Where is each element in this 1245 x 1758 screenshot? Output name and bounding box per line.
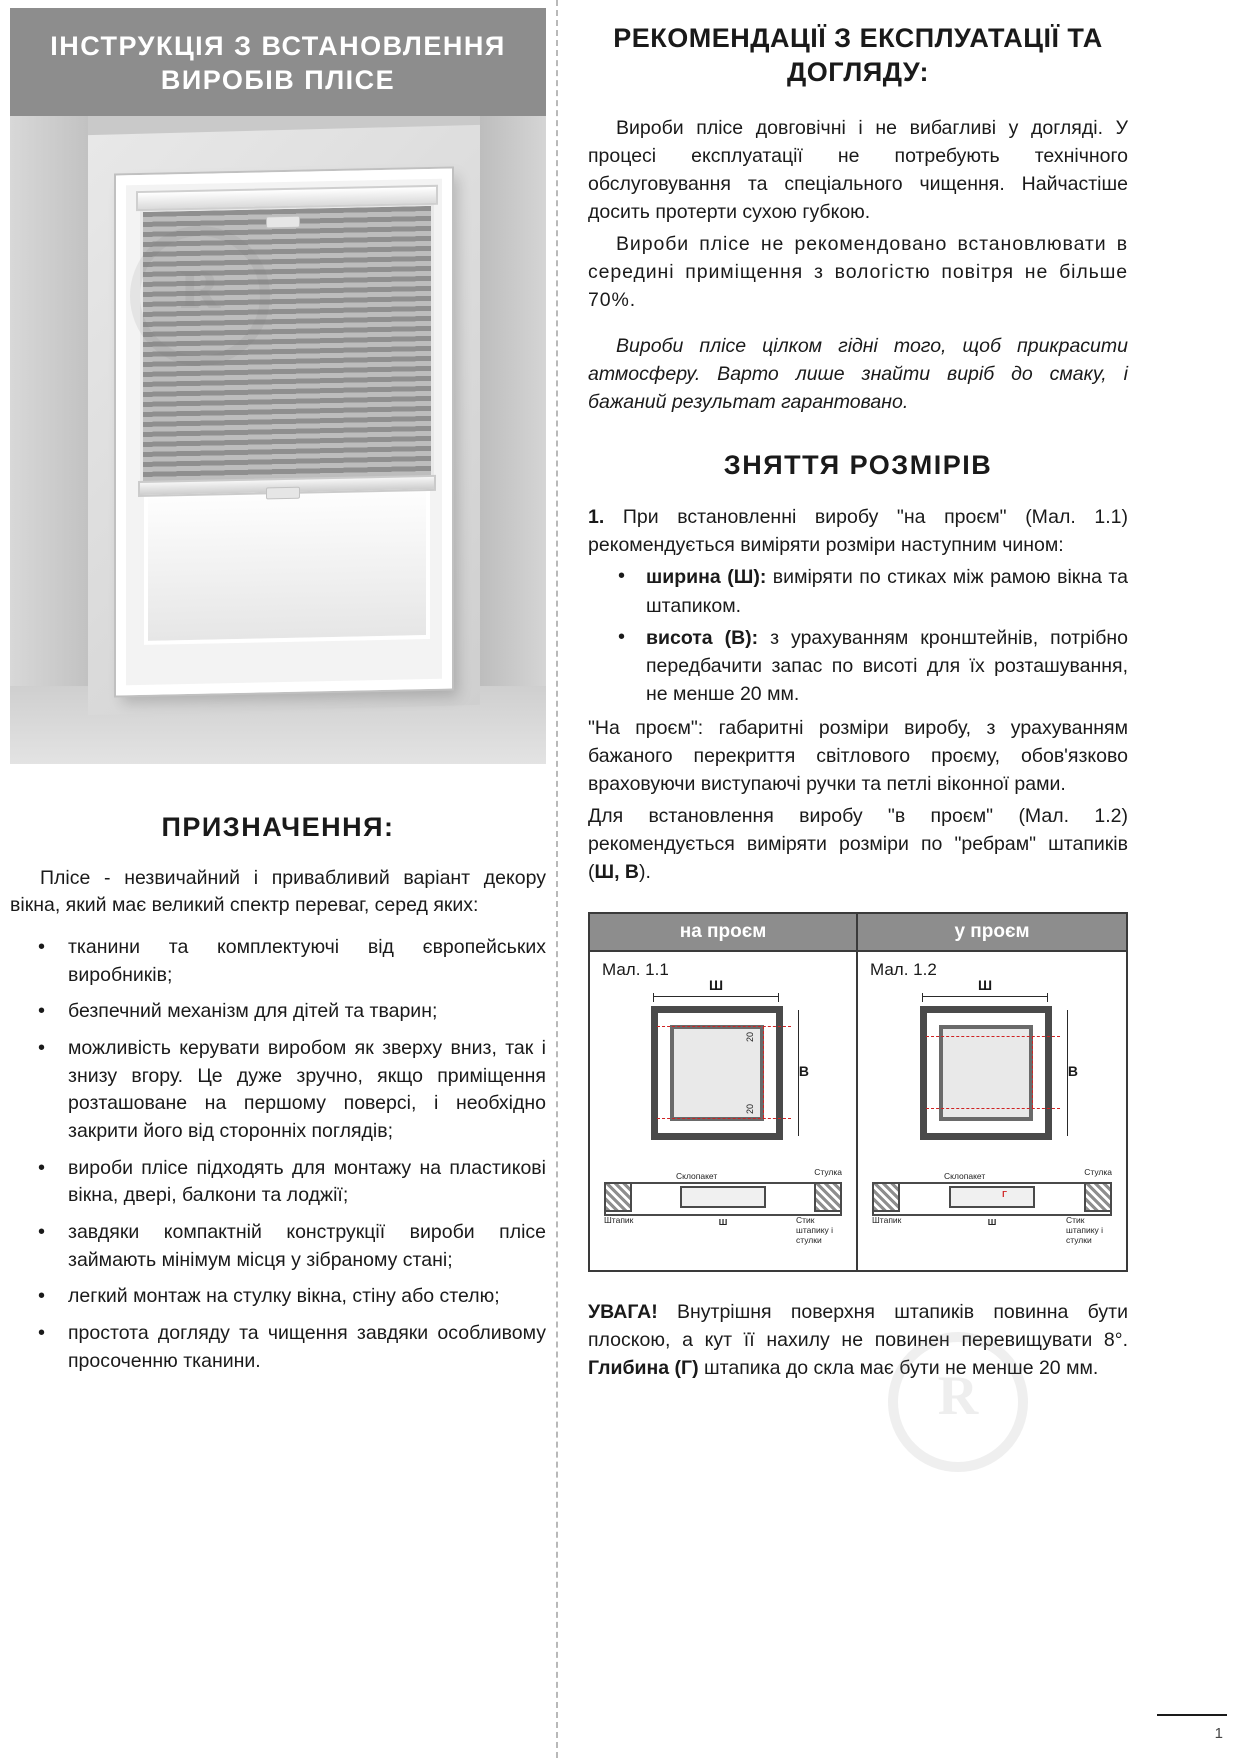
measurement-step-1 xyxy=(588,503,1128,559)
right-column xyxy=(588,22,1128,1402)
recommendations-heading: РЕКОМЕНДАЦІЇ З ЕКСПЛУАТАЦІЇ ТА ДОГЛЯДУ: xyxy=(613,23,1103,87)
diagram-in-frame xyxy=(858,914,1126,1270)
watermark-icon xyxy=(130,226,270,366)
section-label-glass-2: Склопакет xyxy=(944,1171,986,1182)
bullet-term-height: висота (В): xyxy=(646,626,759,649)
diagram-on-frame xyxy=(590,914,858,1270)
overlap-line-bottom-2 xyxy=(926,1108,1060,1109)
list-item: • завдяки компактній конструкції вироби плісе займають мінімум місця у зібраному стані; xyxy=(10,1219,546,1274)
diagram-block xyxy=(588,912,1128,1272)
photo-top-handle xyxy=(266,215,300,228)
dimension-width-label-2: Ш xyxy=(977,977,993,994)
inframe-terms: Ш, В xyxy=(594,861,640,884)
section-label-sash-2: Стулка xyxy=(1084,1167,1112,1178)
section-label-joint-2: Стик штапику і стулки xyxy=(1066,1215,1104,1245)
bullet-desc-width: виміряти по стиках між рамою вікна та штапиком. xyxy=(646,566,1128,617)
purpose-heading: ПРИЗНАЧЕННЯ: xyxy=(161,811,395,842)
gap-bottom-label: 20 xyxy=(745,1104,756,1115)
photo-window-glass xyxy=(144,478,430,644)
dimension-height-label: В xyxy=(798,1063,809,1080)
list-item: • безпечний механізм для дітей та тварин; xyxy=(10,998,546,1026)
purpose-bullet-list xyxy=(10,934,546,1376)
left-column xyxy=(10,8,546,1385)
measurement-bullet-list xyxy=(588,563,1128,707)
section-label-bead-left-2: Штапик xyxy=(872,1215,902,1226)
list-item: • легкий монтаж на стулку вікна, стіну або стелю; xyxy=(10,1283,546,1311)
purpose-intro: Плісе - незвичайний і привабливий варіант декору вікна, який має великий спектр переваг, серед яких: xyxy=(10,866,546,917)
bullet-term-width: ширина (Ш): xyxy=(646,566,767,589)
dimension-width-arrow xyxy=(653,977,779,997)
photo-bottom-handle xyxy=(266,486,300,499)
photo-wall-left xyxy=(10,116,88,764)
diagram-in-frame-title: у проєм xyxy=(858,914,1126,952)
section-label-depth: Г xyxy=(1002,1189,1007,1200)
diagram-in-frame-window xyxy=(906,977,1078,1146)
list-item: • простота догляду та чищення завдяки особливому просоченню тканини. xyxy=(10,1320,546,1375)
footer-rule xyxy=(1157,1714,1227,1716)
measurement-step-text: При встановленні виробу "на проєм" (Мал. 1.1) рекомендується виміряти розміри наступним чином: xyxy=(588,506,1128,557)
list-item xyxy=(588,563,1128,619)
section-bead-left-2 xyxy=(872,1182,900,1212)
measurement-note-onframe: "На проєм": габаритні розміри виробу, з урахуванням бажаного перекриття світлового проєму, обов'язково враховуючи виступаючі ручки та петлі віконної рами. xyxy=(588,716,1128,795)
section-glass-unit-2 xyxy=(949,1186,1035,1208)
section-label-sash: Стулка xyxy=(814,1167,842,1178)
inframe-text-a: Для встановлення виробу "в проєм" (Мал. 1.2) рекомендується виміряти розміри по "ребрам" штапиків ( xyxy=(588,805,1128,884)
warning-note xyxy=(588,1298,1128,1382)
overlap-line-top-2 xyxy=(926,1036,1060,1037)
list-item: • вироби плісе підходять для монтажу на пластикові вікна, двері, балкони та лоджії; xyxy=(10,1155,546,1210)
section-label-width: Ш xyxy=(718,1217,728,1228)
list-item: • тканини та комплектуючі від європейських виробників; xyxy=(10,934,546,989)
page-number: 1 xyxy=(1214,1725,1223,1742)
dimension-width-arrow-2 xyxy=(922,977,1048,997)
section-bead-right-2 xyxy=(1084,1182,1112,1212)
diagram-on-frame-body xyxy=(590,952,856,1270)
section-label-width-2: Ш xyxy=(987,1217,997,1228)
document-title: ІНСТРУКЦІЯ З ВСТАНОВЛЕННЯ ВИРОБІВ ПЛІСЕ xyxy=(10,8,546,116)
section-label-glass: Склопакет xyxy=(676,1171,718,1182)
overlap-line-bottom xyxy=(657,1118,791,1119)
window-sash-outline-2 xyxy=(939,1025,1033,1121)
gap-top-label: 20 xyxy=(745,1032,756,1043)
section-bead-right xyxy=(814,1182,842,1212)
warning-label: УВАГА! xyxy=(588,1301,658,1324)
measurement-step-number: 1. xyxy=(588,506,605,529)
list-item xyxy=(588,624,1128,708)
fold-line xyxy=(556,0,558,1758)
overlap-line-vertical-2 xyxy=(1032,1036,1033,1108)
diagram-on-frame-title: на проєм xyxy=(590,914,856,952)
diagram-in-frame-figure-label: Мал. 1.2 xyxy=(870,960,937,980)
recommendations-paragraph-1: Вироби пліcе довговічні і не вибагливі у догляді. У процесі експлуатації не потребують технічного обслуговування та спеціального чищення. Найчастіше досить протерти сухою губкою. xyxy=(588,116,1128,223)
bullet-desc-height: з урахуванням кронштейнів, потрібно передбачити запас по висоті для їх розташування, не менше 20 мм. xyxy=(646,626,1128,705)
overlap-line-top xyxy=(657,1026,791,1027)
watermark-icon-secondary xyxy=(888,1332,1028,1472)
section-glass-unit xyxy=(680,1186,766,1208)
recommendations-paragraph-3: Вироби пліcе цілком гідні того, щоб прикрасити атмосферу. Варто лише знайти виріб до смаку, і бажаний результат гарантовано. xyxy=(588,335,1128,414)
dimension-width-label: Ш xyxy=(708,977,724,994)
list-item: • можливість керувати виробом як зверху вниз, так і знизу вгору. Це дуже зручно, якщо приміщення розташоване на першому поверсі, і необхідно закрити його від сторонніх поглядів; xyxy=(10,1035,546,1146)
overlap-line-vertical xyxy=(763,1026,764,1118)
section-bead-left xyxy=(604,1182,632,1212)
warning-label-depth: Глибина (Г) xyxy=(588,1357,699,1380)
diagram-on-frame-section xyxy=(598,1166,848,1262)
diagram-in-frame-section xyxy=(866,1166,1118,1262)
diagram-on-frame-figure-label: Мал. 1.1 xyxy=(602,960,669,980)
section-label-bead-left: Штапик xyxy=(604,1215,634,1226)
warning-text-b: штапика до скла має бути не менше 20 мм. xyxy=(698,1357,1099,1380)
warning-text-a: Внутрішня поверхня штапиків повинна бути плоскою, а кут її нахилу не повинен перевищувати 8°. xyxy=(588,1301,1128,1352)
section-label-joint: Стик штапику і стулки xyxy=(796,1215,834,1245)
measurements-heading: ЗНЯТТЯ РОЗМІРІВ xyxy=(723,450,993,481)
recommendations-paragraph-2: Вироби пліcе не рекомендовано встановлювати в середині приміщення з вологістю повітря не більше 70%. xyxy=(588,232,1128,311)
diagram-in-frame-body xyxy=(858,952,1126,1270)
product-photo xyxy=(10,116,546,764)
diagram-on-frame-window xyxy=(637,977,809,1146)
inframe-text-c: ). xyxy=(639,861,651,884)
measurement-note-inframe xyxy=(588,802,1128,886)
photo-wall-right xyxy=(480,116,546,764)
dimension-height-label-2: В xyxy=(1067,1063,1078,1080)
